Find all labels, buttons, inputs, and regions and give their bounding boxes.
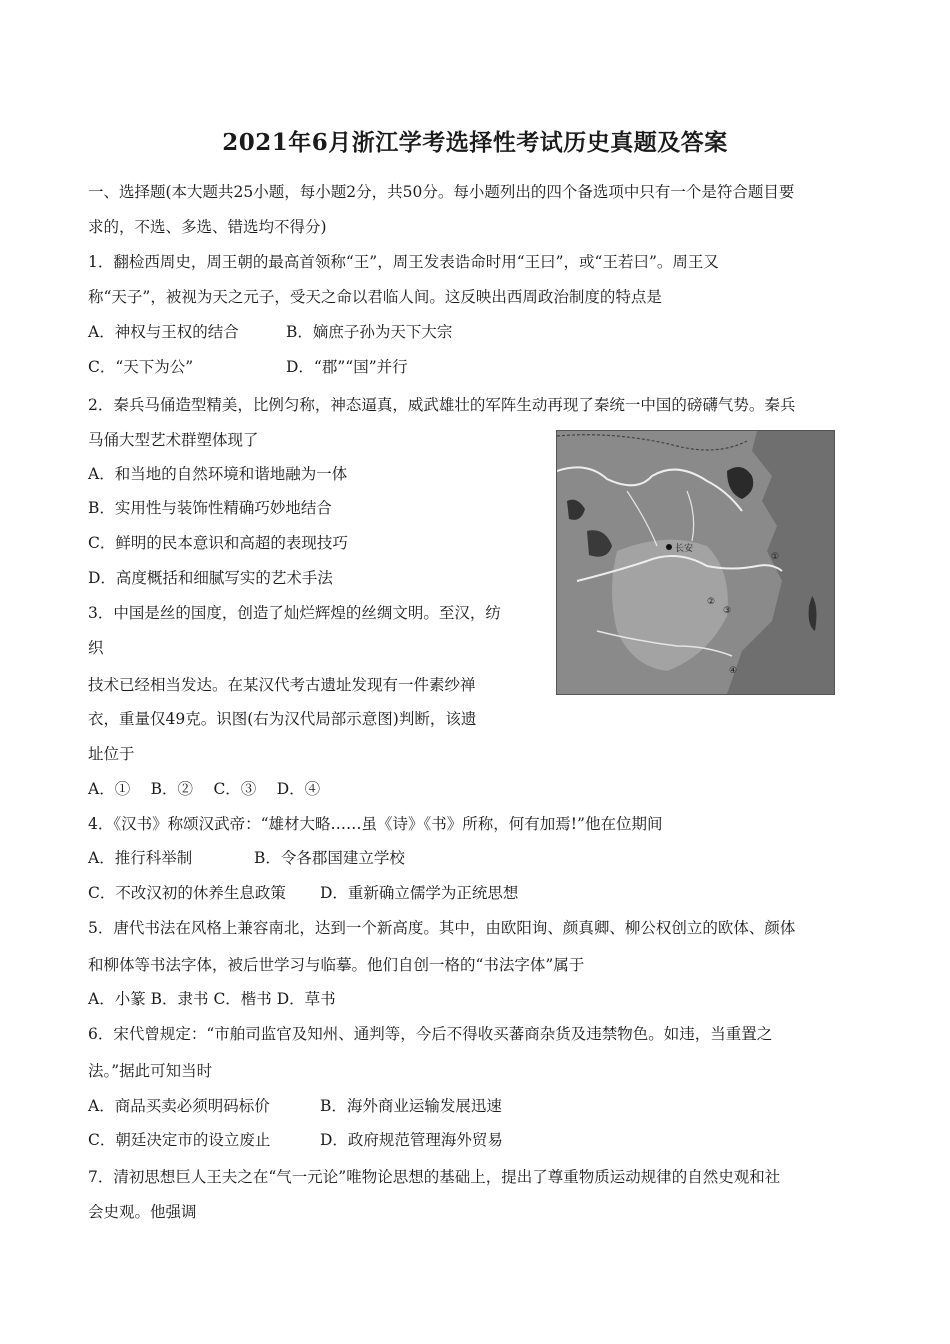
q6-stem-line-2: 法。”据此可知当时 [88, 1062, 213, 1080]
map-marker-4-label: ④ [729, 666, 738, 676]
q1-option-a: A．神权与王权的结合 [88, 323, 239, 341]
q1-option-d: D．“郡”“国”并行 [286, 358, 408, 376]
q3-stem-line-1: 3．中国是丝的国度，创造了灿烂辉煌的丝绸文明。至汉，纺 [88, 604, 501, 622]
q6-option-d: D．政府规范管理海外贸易 [320, 1131, 503, 1149]
q1-stem-line-1: 1．翻检西周史，周王朝的最高首领称“王”，周王发表诰命时用“王曰”，或“王若曰”。周王又 [88, 253, 719, 271]
q2-stem-line-1: 2．秦兵马俑造型精美，比例匀称，神态逼真，威武雄壮的军阵生动再现了秦统一中国的磅礴气势。秦兵 [88, 396, 796, 414]
q4-option-d: D．重新确立儒学为正统思想 [320, 884, 519, 902]
map-marker-1-label: ① [771, 552, 780, 562]
map-marker-2 [707, 597, 715, 607]
q3-stem-line-4: 衣，重量仅49克。识图(右为汉代局部示意图)判断，该遗 [88, 710, 477, 728]
q4-option-a: A．推行科举制 [88, 849, 193, 867]
q3-stem-line-3: 技术已经相当发达。在某汉代考古遗址发现有一件素纱禅 [88, 676, 476, 694]
q5-options: A．小篆 B．隶书 C．楷书 D．草书 [88, 990, 336, 1008]
map-marker-2-label: ② [707, 597, 716, 607]
q6-option-a: A．商品买卖必须明码标价 [88, 1097, 270, 1115]
q1-stem-line-2: 称“天子”，被视为天之元子，受天之命以君临人间。这反映出西周政治制度的特点是 [88, 288, 662, 306]
map-marker-3-label: ③ [723, 606, 732, 616]
han-dynasty-map-drawing [557, 431, 834, 694]
map-marker-1 [771, 552, 779, 562]
map-capital-dot [666, 544, 672, 550]
q2-option-c: C．鲜明的民本意识和高超的表现技巧 [88, 534, 348, 552]
q4-stem: 4．《汉书》称颂汉武帝：“雄材大略……虽《诗》《书》所称，何有加焉!”他在位期间 [88, 815, 663, 833]
q2-option-b: B．实用性与装饰性精确巧妙地结合 [88, 499, 332, 517]
q5-stem-line-1: 5．唐代书法在风格上兼容南北，达到一个新高度。其中，由欧阳询、颜真卿、柳公权创立的欧体、颜体 [88, 919, 796, 937]
map-capital-label: 长安 [675, 544, 694, 554]
q6-option-c: C．朝廷决定市的设立废止 [88, 1131, 271, 1149]
q2-option-d: D．高度概括和细腻写实的艺术手法 [88, 569, 333, 587]
q5-stem-line-2: 和柳体等书法字体，被后世学习与临摹。他们自创一格的“书法字体”属于 [88, 956, 585, 974]
map-marker-3 [723, 606, 731, 616]
q4-option-b: B．令各郡国建立学校 [254, 849, 405, 867]
section-intro-line-1: 一、选择题(本大题共25小题，每小题2分，共50分。每小题列出的四个备选项中只有一个是符合题目要 [88, 183, 795, 201]
q3-stem-line-5: 址位于 [88, 745, 135, 763]
q2-option-a: A．和当地的自然环境和谐地融为一体 [88, 465, 348, 483]
han-dynasty-map [556, 430, 835, 695]
q1-option-b: B．嫡庶子孙为天下大宗 [286, 323, 453, 341]
q3-options: A．① B．② C．③ D．④ [88, 780, 321, 798]
q7-stem-line-1: 7．清初思想巨人王夫之在“气一元论”唯物论思想的基础上，提出了尊重物质运动规律的自然史观和社 [88, 1168, 781, 1186]
q6-option-b: B．海外商业运输发展迅速 [320, 1097, 502, 1115]
page-title: 2021年6月浙江学考选择性考试历史真题及答案 [222, 129, 728, 156]
q6-stem-line-1: 6．宋代曾规定：“市舶司监官及知州、通判等，今后不得收买蕃商杂货及违禁物色。如违，当重置之 [88, 1025, 773, 1043]
map-marker-4 [729, 666, 737, 676]
q3-stem-line-2: 织 [88, 639, 104, 657]
q7-stem-line-2: 会史观。他强调 [88, 1203, 197, 1221]
q4-option-c: C．不改汉初的休养生息政策 [88, 884, 286, 902]
q1-option-c: C．“天下为公” [88, 358, 194, 376]
q2-stem-line-2: 马俑大型艺术群塑体现了 [88, 431, 259, 449]
section-intro-line-2: 求的，不选、多选、错选均不得分) [88, 218, 327, 236]
